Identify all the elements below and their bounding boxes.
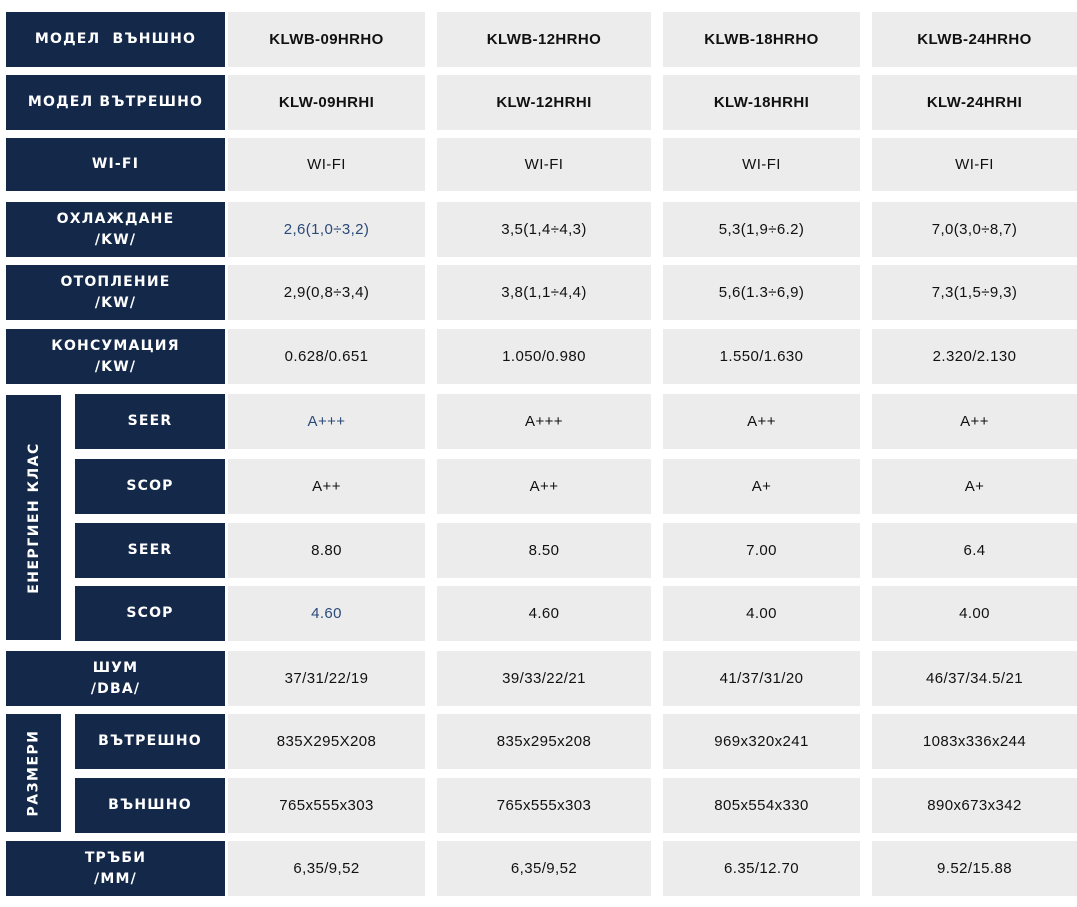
table-cell: 3,8(1,1÷4,4) bbox=[437, 265, 651, 320]
table-cell: WI-FI bbox=[228, 138, 425, 191]
table-cell: 2,6(1,0÷3,2) bbox=[228, 202, 425, 257]
row-header bbox=[6, 329, 225, 384]
table-cell: 6,35/9,52 bbox=[228, 841, 425, 896]
row-header bbox=[6, 202, 225, 257]
row-header-line: ОТОПЛЕНИЕ bbox=[60, 273, 171, 290]
row-header-line: SCOP bbox=[126, 478, 174, 494]
table-cell: KLW-18HRHI bbox=[663, 75, 860, 130]
table-cell: 1.050/0.980 bbox=[437, 329, 651, 384]
table-cell: KLWB-24HRHO bbox=[872, 12, 1077, 67]
row-header-line: SEER bbox=[127, 413, 173, 429]
table-cell: 7,3(1,5÷9,3) bbox=[872, 265, 1077, 320]
table-cell: WI-FI bbox=[663, 138, 860, 191]
group-label-size: РАЗМЕРИ bbox=[6, 714, 61, 832]
table-cell: A+ bbox=[872, 459, 1077, 514]
row-header-line: /KW/ bbox=[94, 231, 137, 248]
table-cell: KLW-12HRHI bbox=[437, 75, 651, 130]
table-cell: KLWB-12HRHO bbox=[437, 12, 651, 67]
row-header bbox=[6, 651, 225, 706]
table-cell: 46/37/34.5/21 bbox=[872, 651, 1077, 706]
row-header bbox=[75, 586, 225, 641]
table-cell: WI-FI bbox=[872, 138, 1077, 191]
table-cell: 41/37/31/20 bbox=[663, 651, 860, 706]
row-header bbox=[6, 75, 225, 130]
row-header bbox=[6, 12, 225, 67]
table-cell: 805x554x330 bbox=[663, 778, 860, 833]
table-cell: A+++ bbox=[228, 394, 425, 449]
table-cell: 2.320/2.130 bbox=[872, 329, 1077, 384]
table-cell: 4.00 bbox=[872, 586, 1077, 641]
table-cell: 1.550/1.630 bbox=[663, 329, 860, 384]
table-cell: 6,35/9,52 bbox=[437, 841, 651, 896]
group-label-energy: ЕНЕРГИЕН КЛАС bbox=[6, 395, 61, 640]
row-header bbox=[75, 523, 225, 578]
row-header-line: /MM/ bbox=[94, 870, 137, 887]
table-cell: 765x555x303 bbox=[437, 778, 651, 833]
table-cell: A+++ bbox=[437, 394, 651, 449]
row-header-line: /DBA/ bbox=[90, 680, 141, 697]
row-header-line: КОНСУМАЦИЯ bbox=[51, 337, 180, 354]
table-cell: 1083x336x244 bbox=[872, 714, 1077, 769]
row-header bbox=[6, 841, 225, 896]
row-header-line: ВЪТРЕШНО bbox=[98, 733, 202, 749]
table-cell: 7,0(3,0÷8,7) bbox=[872, 202, 1077, 257]
table-cell: 37/31/22/19 bbox=[228, 651, 425, 706]
row-header-line: МОДЕЛ ВЪТРЕШНО bbox=[27, 94, 204, 110]
table-cell: 4.00 bbox=[663, 586, 860, 641]
table-cell: 969x320x241 bbox=[663, 714, 860, 769]
row-header-line: ОХЛАЖДАНЕ bbox=[56, 210, 175, 227]
row-header-line: WI-FI bbox=[91, 156, 140, 172]
row-header-line: SCOP bbox=[126, 605, 174, 621]
table-cell: KLWB-18HRHO bbox=[663, 12, 860, 67]
row-header bbox=[75, 714, 225, 769]
table-cell: KLW-24HRHI bbox=[872, 75, 1077, 130]
row-header-line: ШУМ bbox=[92, 659, 139, 676]
table-cell: A+ bbox=[663, 459, 860, 514]
table-cell: 4.60 bbox=[437, 586, 651, 641]
table-cell: 4.60 bbox=[228, 586, 425, 641]
row-header bbox=[75, 459, 225, 514]
row-header bbox=[75, 394, 225, 449]
table-cell: 3,5(1,4÷4,3) bbox=[437, 202, 651, 257]
row-header-line: /KW/ bbox=[94, 294, 137, 311]
row-header bbox=[75, 778, 225, 833]
row-header bbox=[6, 138, 225, 191]
table-cell: KLW-09HRHI bbox=[228, 75, 425, 130]
table-cell: 835x295x208 bbox=[437, 714, 651, 769]
table-cell: 835X295X208 bbox=[228, 714, 425, 769]
table-cell: 5,3(1,9÷6.2) bbox=[663, 202, 860, 257]
row-header-line: МОДЕЛ ВЪНШНО bbox=[34, 31, 197, 47]
table-cell: A++ bbox=[228, 459, 425, 514]
table-cell: 39/33/22/21 bbox=[437, 651, 651, 706]
table-cell: A++ bbox=[872, 394, 1077, 449]
table-cell: 890x673x342 bbox=[872, 778, 1077, 833]
table-cell: WI-FI bbox=[437, 138, 651, 191]
row-header-line: ТРЪБИ bbox=[84, 849, 147, 866]
row-header-line: ВЪНШНО bbox=[108, 797, 192, 813]
table-cell: 6.35/12.70 bbox=[663, 841, 860, 896]
table-cell: 2,9(0,8÷3,4) bbox=[228, 265, 425, 320]
row-header-line: /KW/ bbox=[94, 358, 137, 375]
row-header-line: SEER bbox=[127, 542, 173, 558]
table-cell: 8.80 bbox=[228, 523, 425, 578]
table-cell: 6.4 bbox=[872, 523, 1077, 578]
table-cell: 5,6(1.3÷6,9) bbox=[663, 265, 860, 320]
row-header bbox=[6, 265, 225, 320]
table-cell: A++ bbox=[437, 459, 651, 514]
table-cell: KLWB-09HRHO bbox=[228, 12, 425, 67]
table-cell: 8.50 bbox=[437, 523, 651, 578]
table-cell: A++ bbox=[663, 394, 860, 449]
table-cell: 0.628/0.651 bbox=[228, 329, 425, 384]
table-cell: 765x555x303 bbox=[228, 778, 425, 833]
table-cell: 9.52/15.88 bbox=[872, 841, 1077, 896]
table-cell: 7.00 bbox=[663, 523, 860, 578]
